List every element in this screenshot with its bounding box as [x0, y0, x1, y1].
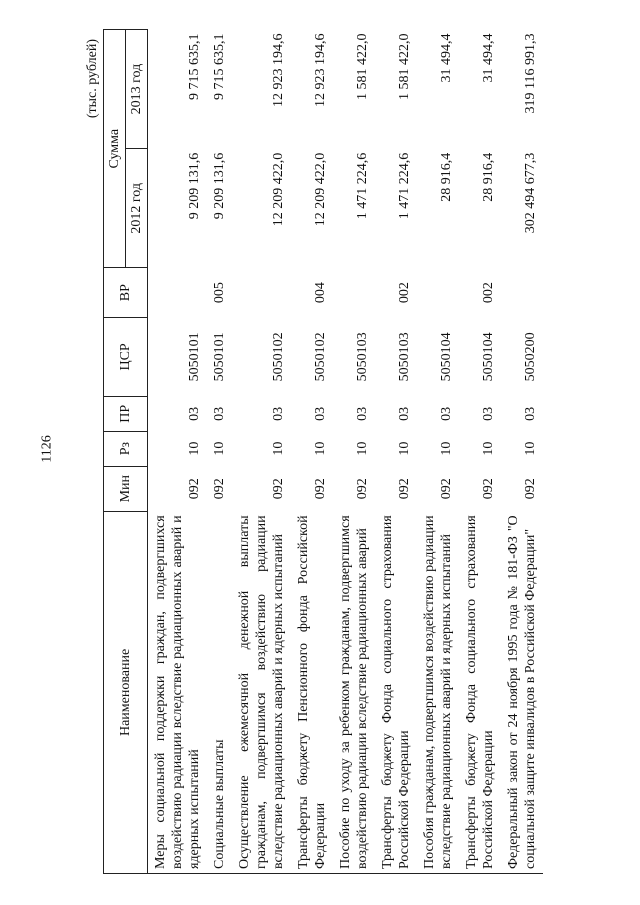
- row-pr: 03: [523, 406, 538, 421]
- table-row: [417, 30, 459, 874]
- row-rz: 10: [523, 441, 538, 456]
- row-name: Трансферты бюджету Фонда социального страхования Российской Федерации: [459, 511, 501, 873]
- table-row: [207, 30, 232, 874]
- header-vr: ВР: [104, 268, 148, 318]
- row-min: 092: [523, 478, 538, 500]
- row-name: Социальные выплаты: [207, 511, 232, 873]
- row-2013: 31 494,4: [481, 33, 496, 83]
- row-vr: 002: [397, 282, 412, 304]
- row-vr: [417, 268, 459, 318]
- budget-table: [103, 29, 543, 874]
- row-min: 092: [187, 478, 202, 500]
- row-pr: 03: [439, 406, 454, 421]
- row-name: Федеральный закон от 24 ноября 1995 года № 181-ФЗ "О социальной защите инвалидов в Российской Федерации": [501, 511, 543, 873]
- row-2012: 28 916,4: [481, 152, 496, 202]
- row-rz: 10: [355, 441, 370, 456]
- row-2013: 31 494,4: [439, 33, 454, 83]
- row-csr: 5050200: [523, 332, 538, 382]
- row-pr: 03: [271, 406, 286, 421]
- header-pr: ПР: [104, 396, 148, 431]
- row-pr: 03: [481, 406, 496, 421]
- header-2012: 2012 год: [126, 149, 148, 268]
- row-pr: 03: [355, 406, 370, 421]
- row-pr: 03: [212, 406, 227, 421]
- row-min: 092: [355, 478, 370, 500]
- row-2012: 28 916,4: [439, 152, 454, 202]
- row-2012: 9 209 131,6: [212, 152, 227, 220]
- row-min: 092: [212, 478, 227, 500]
- row-pr: 03: [397, 406, 412, 421]
- row-2013: 12 923 194,6: [313, 33, 328, 107]
- row-vr: [333, 268, 375, 318]
- row-2012: 12 209 422,0: [313, 152, 328, 227]
- row-rz: 10: [313, 441, 328, 456]
- row-2013: 12 923 194,6: [271, 33, 286, 107]
- row-2013: 9 715 635,1: [212, 33, 227, 100]
- row-csr: 5050103: [397, 332, 412, 382]
- table-row: [291, 30, 333, 874]
- rotated-page: [85, 29, 615, 874]
- row-min: 092: [397, 478, 412, 500]
- row-min: 092: [271, 478, 286, 500]
- row-name: Трансферты бюджету Фонда социального страхования Российской Федерации: [375, 511, 417, 873]
- page-number: 1126: [39, 435, 55, 463]
- header-sum: Сумма: [104, 30, 126, 268]
- row-rz: 10: [397, 441, 412, 456]
- row-csr: 5050104: [481, 332, 496, 382]
- row-rz: 10: [212, 441, 227, 456]
- row-csr: 5050104: [439, 332, 454, 382]
- row-2013: 319 116 991,3: [523, 33, 538, 114]
- row-2013: 1 581 422,0: [355, 33, 370, 100]
- header-csr: ЦСР: [104, 317, 148, 396]
- row-2012: 1 471 224,6: [397, 152, 412, 220]
- row-min: 092: [481, 478, 496, 500]
- table-row: [148, 30, 208, 874]
- row-vr: 004: [313, 282, 328, 304]
- row-2013: 9 715 635,1: [187, 33, 202, 100]
- row-pr: 03: [187, 406, 202, 421]
- row-vr: [148, 268, 208, 318]
- row-vr: 005: [212, 282, 227, 304]
- row-csr: 5050102: [271, 332, 286, 382]
- row-name: Трансферты бюджету Пенсионного фонда Российской Федерации: [291, 511, 333, 873]
- row-csr: 5050101: [212, 332, 227, 382]
- row-name: Пособие по уходу за ребенком гражданам, подвергшимся воздействию радиации вследствие радиационных аварий: [333, 511, 375, 873]
- row-rz: 10: [271, 441, 286, 456]
- table-row: [375, 30, 417, 874]
- row-min: 092: [439, 478, 454, 500]
- table-row: [501, 30, 543, 874]
- row-rz: 10: [187, 441, 202, 456]
- header-min: Мин: [104, 466, 148, 511]
- row-2012: 302 494 677,3: [523, 152, 538, 234]
- row-name: Осуществление ежемесячной денежной выплаты гражданам, подвергшимся воздействию радиации вследствие радиационных аварий и ядерных испытаний: [232, 511, 291, 873]
- table-row: [459, 30, 501, 874]
- row-2012: 1 471 224,6: [355, 152, 370, 220]
- row-min: 092: [313, 478, 328, 500]
- row-2012: 12 209 422,0: [271, 152, 286, 227]
- row-pr: 03: [313, 406, 328, 421]
- table-row: [232, 30, 291, 874]
- row-2012: 9 209 131,6: [187, 152, 202, 220]
- row-csr: 5050102: [313, 332, 328, 382]
- row-2013: 1 581 422,0: [397, 33, 412, 100]
- table-row: [333, 30, 375, 874]
- row-vr: [501, 268, 543, 318]
- header-2013: 2013 год: [126, 30, 148, 149]
- row-name: Пособия гражданам, подвергшимся воздействию радиации вследствие радиационных аварий и ядерных испытаний: [417, 511, 459, 873]
- row-vr: [232, 268, 291, 318]
- units-label: (тыс. рублей): [85, 39, 100, 119]
- row-csr: 5050103: [355, 332, 370, 382]
- header-name: Наименование: [104, 511, 148, 873]
- header-rz: Рз: [104, 431, 148, 466]
- row-rz: 10: [439, 441, 454, 456]
- row-rz: 10: [481, 441, 496, 456]
- row-name: Меры социальной поддержки граждан, подвергшихся воздействию радиации вследствие радиационных аварий и ядерных испытаний: [148, 511, 208, 873]
- row-csr: 5050101: [187, 332, 202, 382]
- row-vr: 002: [481, 282, 496, 304]
- table-body: [148, 30, 544, 874]
